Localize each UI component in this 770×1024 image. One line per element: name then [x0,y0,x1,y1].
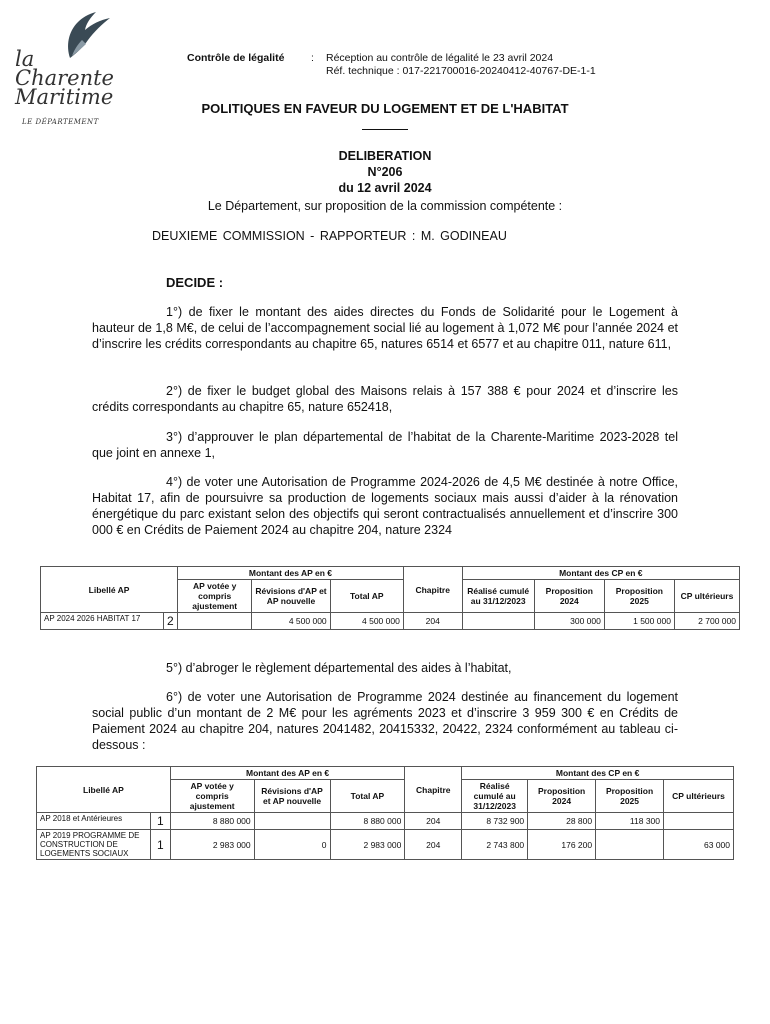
header-revisions: Révisions d'AP et AP nouvelle [254,780,330,813]
deliberation-label: DELIBERATION [338,149,432,163]
header-realise: Réalisé cumulé au 31/12/2023 [462,580,534,613]
cell-realise: 2 743 800 [462,830,528,860]
reception-date: Réception au contrôle de légalité le 23 avril 2024 [326,52,554,64]
cell-libelle: AP 2019 PROGRAMME DE CONSTRUCTION DE LOGEMENTS SOCIAUX [37,830,151,860]
logo-line1: la [15,47,35,71]
cell-index: 1 [150,813,170,830]
paragraph-6-text: 6°) de voter une Autorisation de Programme 2024 destinée au financement du logement social public d’un montant de 2 M€ pour les agréments 2023 et d’inscrire 3 959 300 € en Crédits de Paiement 2024 au chapitre 204, natures 2041482, 20415332, 20422, 2324 conformément au tableau ci-dessous : [92,690,678,752]
intro-text: Le Département, sur proposition de la commission compétente : [207,199,563,213]
cell-cp-ulterieurs: 63 000 [664,830,734,860]
cell-revisions [254,813,330,830]
deliberation-date: du 12 avril 2024 [338,181,432,195]
deliberation-number: N°206 [367,165,403,179]
header-prop-2024: Proposition 2024 [534,580,604,613]
cell-realise [462,613,534,630]
cell-ap-votee [178,613,252,630]
table-row [37,813,734,830]
title-rule [362,129,408,130]
cell-chapitre: 204 [403,613,462,630]
cell-libelle: AP 2024 2026 HABITAT 17 [41,613,164,630]
header-montant-cp: Montant des CP en € [462,767,734,780]
cell-index: 1 [150,830,170,860]
paragraph-5-text: 5°) d’abroger le règlement départemental des aides à l’habitat, [166,661,512,675]
header-cp-ulterieurs: CP ultérieurs [674,580,739,613]
header-chapitre: Chapitre [403,567,462,613]
table-row [41,613,740,630]
cell-revisions: 0 [254,830,330,860]
cell-chapitre: 204 [405,830,462,860]
ap-table-1 [40,566,740,630]
cell-prop-2024: 176 200 [528,830,596,860]
cell-cp-ulterieurs: 2 700 000 [674,613,739,630]
header-montant-cp: Montant des CP en € [462,567,739,580]
commission-line: DEUXIEME COMMISSION - RAPPORTEUR : M. GODINEAU [152,229,507,243]
paragraph-5 [92,660,678,676]
cell-prop-2025: 1 500 000 [604,613,674,630]
header-ap-votee: AP votée y compris ajustement [178,580,252,613]
paragraph-4 [92,474,678,538]
header-libelle: Libellé AP [37,767,171,813]
document-title: POLITIQUES EN FAVEUR DU LOGEMENT ET DE L'HABITAT [201,101,569,116]
deliberation-block [0,148,770,196]
technical-ref: Réf. technique : 017-221700016-20240412-40767-DE-1-1 [326,65,596,77]
cell-index: 2 [163,613,177,630]
cell-ap-votee: 8 880 000 [170,813,254,830]
paragraph-3 [92,429,678,461]
cell-prop-2024: 28 800 [528,813,596,830]
cell-total: 2 983 000 [330,830,405,860]
paragraph-2 [92,383,678,415]
cell-total: 4 500 000 [330,613,403,630]
header-prop-2025: Proposition 2025 [596,780,664,813]
logo-line3: Maritime [15,85,114,109]
header-montant-ap: Montant des AP en € [178,567,404,580]
control-values [326,52,596,78]
logo-wordmark [15,47,114,109]
header-realise: Réalisé cumulé au 31/12/2023 [462,780,528,813]
cell-libelle: AP 2018 et Antérieures [37,813,151,830]
cell-revisions: 4 500 000 [252,613,330,630]
header-libelle: Libellé AP [41,567,178,613]
decide-heading: DECIDE : [166,275,224,290]
control-label: Contrôle de légalité [187,52,285,64]
paragraph-1-text: 1°) de fixer le montant des aides directes du Fonds de Solidarité pour le Logement à hauteur de 1,8 M€, de celui de l’accompagnement social lié au logement à 1,072 M€ pour l’année 2024 et d’inscrire les crédits correspondants au chapitre 65, natures 6514 et 6577 et au chapitre 011, nature 611, [92,305,678,351]
cell-realise: 8 732 900 [462,813,528,830]
cell-cp-ulterieurs [664,813,734,830]
paragraph-4-text: 4°) de voter une Autorisation de Programme 2024-2026 de 4,5 M€ destinée à notre Office, Habitat 17, afin de poursuivre sa production de logements sociaux mais aussi d’aider à la rénovation énergétique du parc existant selon des objectifs qui seront contractualisés annuellement et d’inscrire 300 000 € en Crédits de Paiement 2024 au chapitre 204, nature 2324 [92,475,678,537]
paragraph-6 [92,689,678,753]
header-ap-votee: AP votée y compris ajustement [170,780,254,813]
control-colon: : [311,52,314,64]
logo-subtitle: LE DÉPARTEMENT [22,118,99,126]
paragraph-3-text: 3°) d’approuver le plan départemental de l’habitat de la Charente-Maritime 2023-2028 tel que joint en annexe 1, [92,430,678,460]
ap-table-2 [36,766,734,860]
cell-prop-2024: 300 000 [534,613,604,630]
cell-total: 8 880 000 [330,813,405,830]
header-cp-ulterieurs: CP ultérieurs [664,780,734,813]
logo-line2: Charente [15,66,114,90]
header-prop-2024: Proposition 2024 [528,780,596,813]
cell-prop-2025 [596,830,664,860]
header-prop-2025: Proposition 2025 [604,580,674,613]
header-montant-ap: Montant des AP en € [170,767,405,780]
paragraph-1 [92,304,678,352]
header-total-ap: Total AP [330,580,403,613]
paragraph-2-text: 2°) de fixer le budget global des Maisons relais à 157 388 € pour 2024 et d’inscrire les crédits correspondants au chapitre 65, nature 652418, [92,384,678,414]
cell-ap-votee: 2 983 000 [170,830,254,860]
header-chapitre: Chapitre [405,767,462,813]
cell-prop-2025: 118 300 [596,813,664,830]
table-row [37,830,734,860]
header-total-ap: Total AP [330,780,405,813]
cell-chapitre: 204 [405,813,462,830]
header-revisions: Révisions d'AP et AP nouvelle [252,580,330,613]
